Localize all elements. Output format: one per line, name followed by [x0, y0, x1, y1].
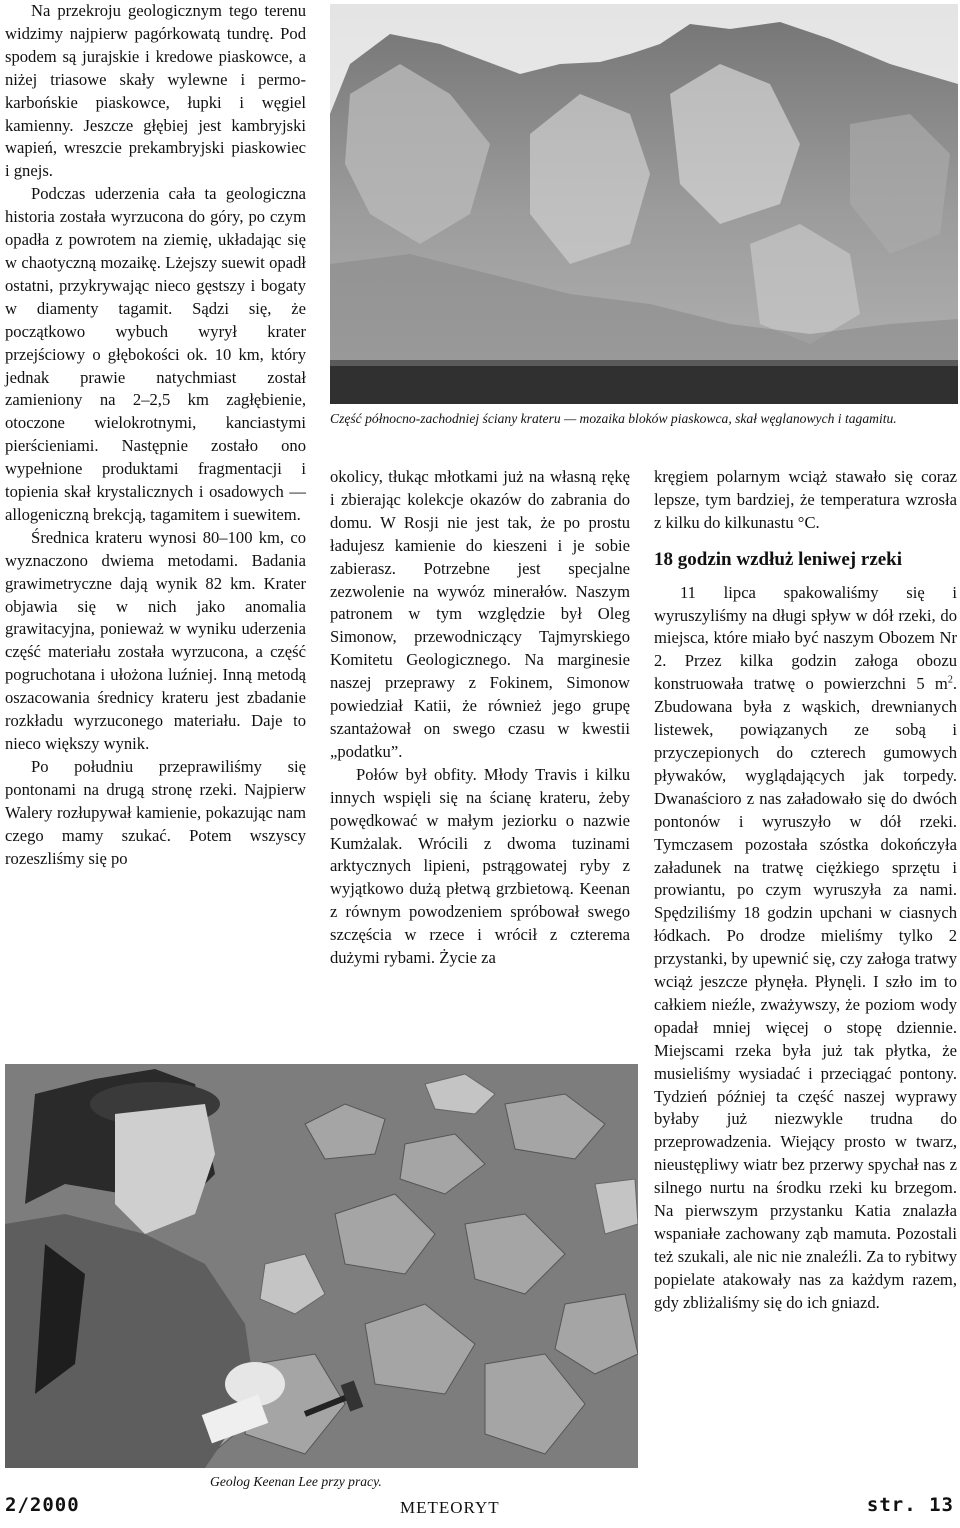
- column-1: [5, 0, 306, 870]
- paragraph: [654, 582, 957, 1315]
- paragraph: Połów był obfity. Młody Travis i kilku innych wspięli się na ścianę krateru, żeby powędkować w małym jeziorku o nazwie Kumżalak. Wrócili z dwoma tuzinami arktycznych lipieni, pstrągowatej ryby z wyjątkowo dużą płetwą grzbietową. Keenan z równym powodzeniem spróbował swego szczęścia w rzece i wrócił z czterema dużymi rybami. Życie za: [330, 764, 630, 968]
- photo-caption-top: Część północno-zachodniej ściany krateru — mozaika bloków piaskowca, skał węglanowych i tagamitu.: [330, 411, 897, 426]
- paragraph-text: 11 lipca spakowaliśmy się i wyruszyliśmy na długi spływ w dół rzeki, do miejsca, które miało być naszym Obozem Nr 2. Przez kilka godzin załoga obozu konstruowała tratwę o powierzchni 5 m: [654, 582, 957, 694]
- magazine-title: METEORYT: [400, 1498, 500, 1517]
- paragraph: Po południu przeprawiliśmy się pontonami na drugą stronę rzeki. Najpierw Walery rozłupywał kamienie, pokazując nam czego mamy szukać. Potem wszyscy rozeszliśmy się po: [5, 756, 306, 868]
- paragraph: kręgiem polarnym wciąż stawało się coraz lepsze, tym bardziej, że temperatura wzrosła z kilku do kilkunastu °C.: [654, 467, 957, 532]
- column-2: [330, 466, 630, 970]
- geologist-photo: [5, 1064, 638, 1468]
- paragraph: Średnica krateru wynosi 80–100 km, co wyznaczono dwiema metodami. Badania grawimetryczne dają wynik 82 km. Krater objawia się w nich jako anomalia grawitacyjna, ponieważ w wyniku uderzenia część materiału została wyrzucona, a część pogruchotana i ułożona luźniej. Inną metodą oszacowania średnicy krateru jest zbadanie rozkładu wyrzuconego materiału. Daje to nieco większy wynik.: [5, 527, 306, 753]
- paragraph: okolicy, tłukąc młotkami już na własną rękę i zbierając kolekcje okazów do zabrania do domu. W Rosji nie jest tak, że po prostu ładujesz kamienie do kieszeni i je sobie zabierasz. Potrzebne jest specjalne zezwolenie na wywóz minerałów. Naszym patronem w tym względzie był Oleg Simonow, przewodniczący Tajmyrskiego Komitetu Geologicznego. Na marginesie naszej przeprawy z Fokinem, Simonow powiedział Katii, że również jego grupę szantażował on swego czasu w kwestii „podatku”.: [330, 467, 630, 761]
- superscript: 2: [947, 674, 953, 686]
- paragraph: Na przekroju geologicznym tego terenu widzimy najpierw pagórkowatą tundrę. Pod spodem są jurajskie i kredowe piaskowce, a niżej triasowe skały wylewne i permo-karbońskie piaskowce, łupki i węgiel kamienny. Jeszcze głębiej jest kambryjski wapień, wreszcie prekambryjski piaskowiec i gnejs.: [5, 1, 306, 181]
- photo-caption-bottom: Geolog Keenan Lee przy pracy.: [210, 1474, 382, 1489]
- crater-wall-photo: [330, 4, 958, 404]
- paragraph: Podczas uderzenia cała ta geologiczna historia została wyrzucona do góry, po czym opadła z powrotem na ziemię, układając się w chaotyczną mozaikę. Lżejszy suewit opadł ostatni, przykrywając nieco gęstszy i bogaty w diamenty tagamit. Sądzi się, że początkowo wybuch wyrył krater przejściowy o głębokości ok. 10 km, który jednak prawie natychmiast został zamieniony na 2–2,5 km zagłębienie, otoczone wielokrotnymi, kanciastymi pierścieniami. Następnie zostało ono wypełnione produktami fragmentacji i topienia skał krystalicznych i osadowych — allogeniczną brekcją, tagamitem i suewitem.: [5, 184, 306, 524]
- paragraph-text: . Zbudowana była z wąskich, drewnianych listewek, powiązanych ze sobą i przyczepionych do czterech gumowych pływaków, wyglądających jak torpedy. Dwanaścioro z nas załadowało się do dwóch pontonów i wyruszyło w dół rzeki. Tymczasem pozostała szóstka dokończyła załadunek na tratwę ciężkiego sprzętu i prowiantu, po czym wyruszyła za nami. Spędziliśmy 18 godzin upchani w ciasnych łódkach. Po drodze mieliśmy tylko 2 przystanki, by upewnić się, czy załoga tratwy wciąż jeszcze płynęła. Płynęli. I szło im to całkiem nieźle, zważywszy, że poziom wody opadał mniej więcej o stopę dziennie. Miejscami rzeka była już tak płytka, że musieliśmy wysiadać i przeciągać pontony. Tydzień później ta część naszej wyprawy byłaby już niezwykle trudna do przeprowadzenia. Wiejący prosto w twarz, nieustępliwy wiatr bez przerwy spychał nas z silnego nurtu na środku rzeki ku brzegom. Na pierwszym przystanku Katia znalazła wspaniałe zachowany ząb mamuta. Pozostali też szukali, ale nic nie znaleźli. Za to rybitwy popielate atakowały nas za każdym razem, gdy zbliżaliśmy się do ich gniazd.: [654, 674, 957, 1312]
- section-heading: 18 godzin wzdłuż leniwej rzeki: [654, 548, 903, 570]
- column-3: [654, 466, 957, 1315]
- page-number: str. 13: [866, 1494, 954, 1516]
- issue-number: 2/2000: [5, 1494, 80, 1516]
